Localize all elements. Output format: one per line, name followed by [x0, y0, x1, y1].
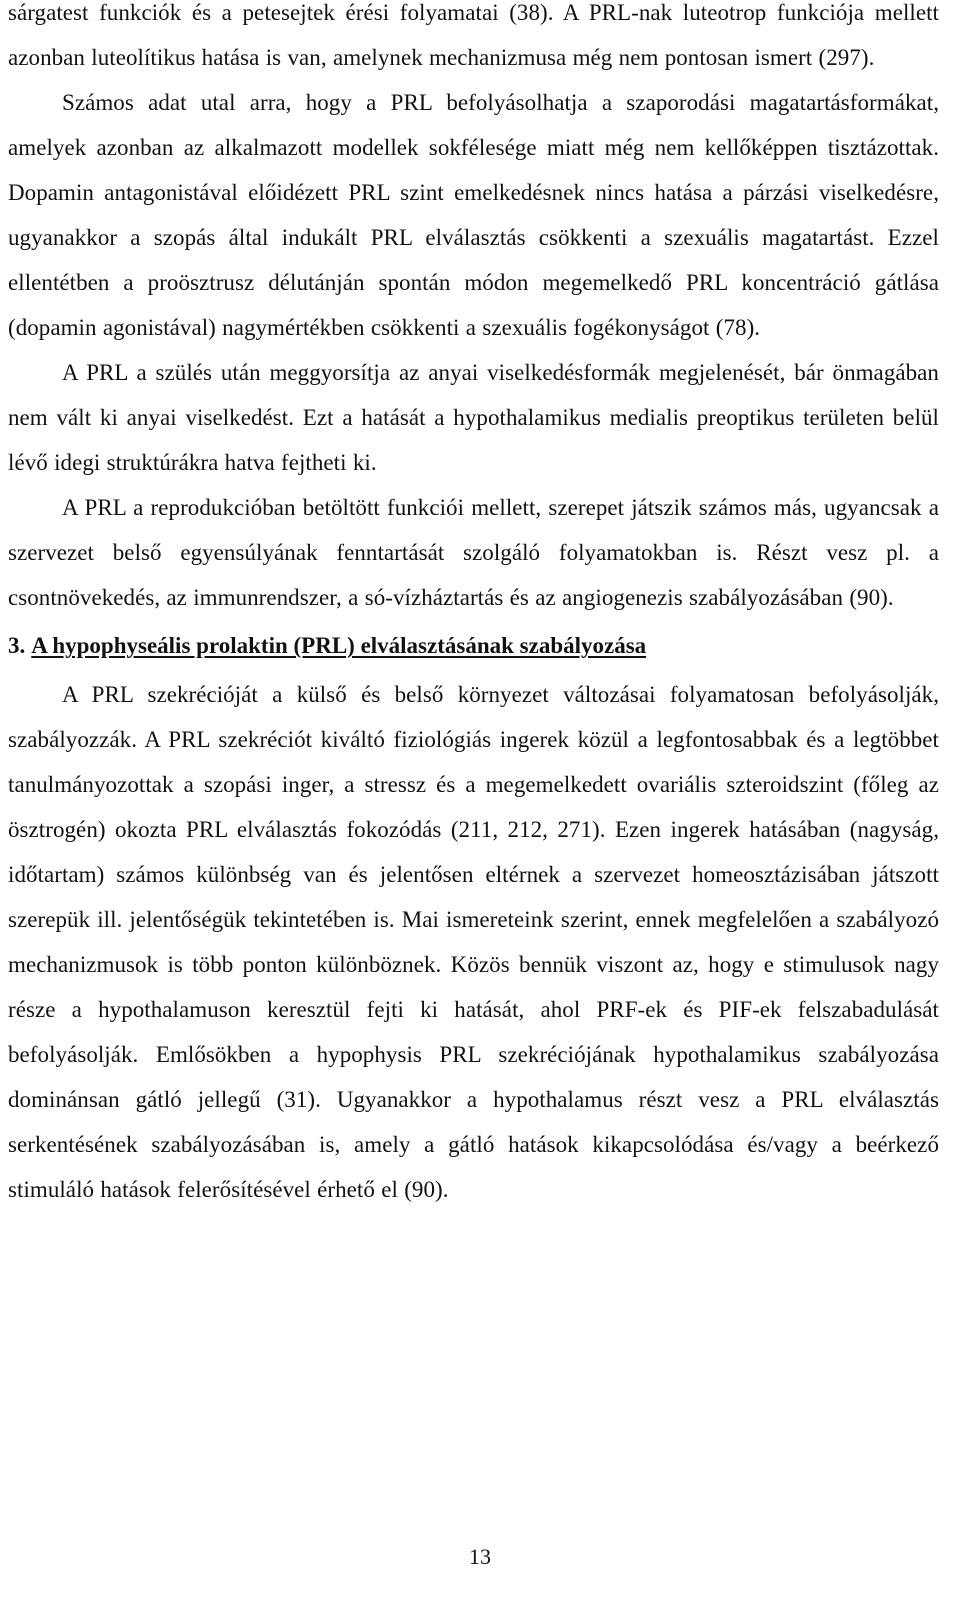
paragraph-prl-regulation: A PRL szekrécióját a külső és belső környezet változásai folyamatosan befolyásolják, szabályozzák. A PRL szekréciót kiváltó fiziológiás ingerek közül a legfontosabbak és a legtöbbet tanulmányozottak a szopási inger, a stressz és a megemelkedett ovariális szteroidszint (főleg az ösztrogén) okozta PRL elválasztás fokozódás (211, 212, 271). Ezen ingerek hatásában (nagyság, időtartam) számos különbség van és jelentősen eltérnek a szervezet homeosztázisában játszott szerepük ill. jelentőségük tekintetében is. Mai ismereteink szerint, ennek megfelelően a szabályozó mechanizmusok is több ponton különböznek. Közös bennük viszont az, hogy e stimulusok nagy része a hypothalamuson keresztül fejti ki hatását, ahol PRF-ek és PIF-ek felszabadulását befolyásolják. Emlősökben a hypophysis PRL szekréciójának hypothalamikus szabályozása dominánsan gátló jellegű (31). Ugyanakkor a hypothalamus részt vesz a PRL elválasztás serkentésének szabályozásában is, amely a gátló hatások kikapcsolódása és/vagy a beérkező stimuláló hatások felerősítésével érhető el (90).	[8, 682, 939, 1202]
paragraph-reproductive-behavior: Számos adat utal arra, hogy a PRL befolyásolhatja a szaporodási magatartásformákat, amelyek azonban az alkalmazott modellek sokfélesége miatt még nem kellőképpen tisztázottak. Dopamin antagonistával előidézett PRL szint emelkedésnek nincs hatása a párzási viselkedésre, ugyanakkor a szopás által indukált PRL elválasztás csökkenti a szexuális magatartást. Ezzel ellentétben a proösztrusz délutánján spontán módon megemelkedő PRL koncentráció gátlása (dopamin agonistával) nagymértékben csökkenti a szexuális fogékonyságot (78).	[8, 90, 939, 340]
paragraph-maternal-behavior: A PRL a szülés után meggyorsítja az anyai viselkedésformák megjelenését, bár önmagában nem vált ki anyai viselkedést. Ezt a hatását a hypothalamikus medialis preoptikus területen belül lévő idegi struktúrákra hatva fejtheti ki.	[8, 360, 939, 475]
page-body	[8, 0, 939, 1212]
page-number: 13	[469, 1544, 491, 1569]
section-number: 3.	[8, 633, 26, 658]
paragraph-homeostasis: A PRL a reprodukcióban betöltött funkciói mellett, szerepet játszik számos más, ugyancsak a szervezet belső egyensúlyának fenntartását szolgáló folyamatokban is. Részt vesz pl. a csontnövekedés, az immunrendszer, a só-vízháztartás és az angiogenezis szabályozásában (90).	[8, 495, 939, 610]
section-heading	[8, 620, 939, 672]
section-title: A hypophyseális prolaktin (PRL) elválasztásának szabályozása	[31, 633, 647, 658]
paragraph-continuation: sárgatest funkciók és a petesejtek érési folyamatai (38). A PRL-nak luteotrop funkciója mellett azonban luteolítikus hatása is van, amelynek mechanizmusa még nem pontosan ismert (297).	[8, 0, 939, 70]
